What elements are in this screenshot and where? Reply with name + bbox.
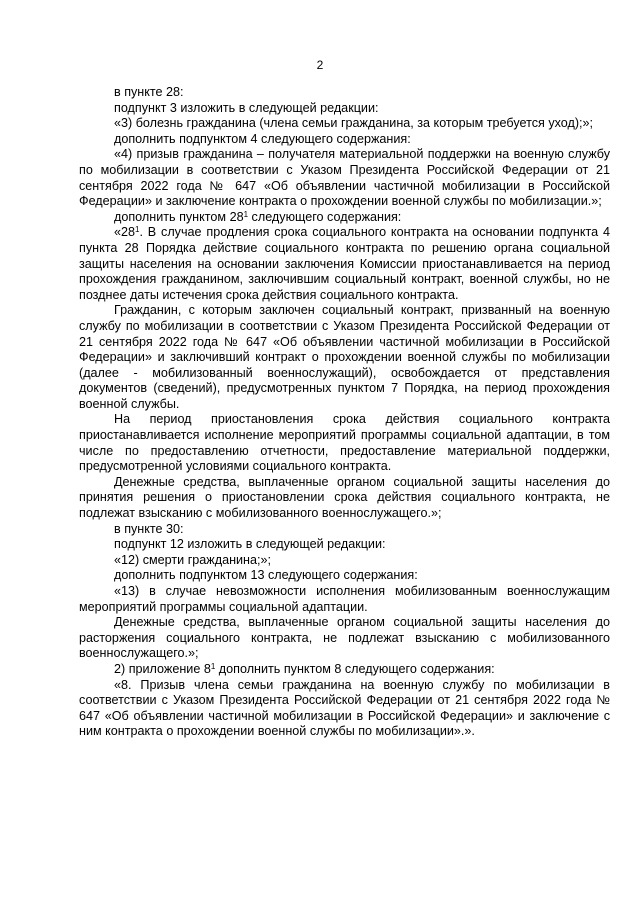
paragraph: «4) призыв гражданина – получателя материальной поддержки на военную службу по мобилизации в соответствии с Указом Президента Российской Федерации от 21 сентября 2022 года № 647 «Об объявлении частичной мобилизации в Российской Федерации» и заключение контракта о прохождении военной службы по мобилизации.»; <box>79 147 610 209</box>
paragraph: «3) болезнь гражданина (члена семьи гражданина, за которым требуется уход);»; <box>114 116 594 131</box>
paragraph: дополнить подпунктом 13 следующего содержания: <box>114 568 418 583</box>
paragraph: дополнить пунктом $28^1$ следующего содержания: <box>114 209 402 224</box>
paragraph: Денежные средства, выплаченные органом социальной защиты населения до расторжения социального контракта, не подлежат взысканию с мобилизованного военнослужащего.»; <box>79 615 610 661</box>
paragraph: «12) смерти гражданина;»; <box>114 552 272 567</box>
paragraph: 2) приложение $8^1$ дополнить пунктом 8 следующего содержания: <box>114 661 495 676</box>
paragraph: подпункт 12 изложить в следующей редакции: <box>114 537 386 552</box>
document-body <box>79 85 610 740</box>
paragraph: в пункте 30: <box>114 521 184 536</box>
superscript: 1 <box>210 661 216 671</box>
paragraph: Гражданин, с которым заключен социальный контракт, призванный на военную службу по мобилизации в соответствии с Указом Президента Российской Федерации от 21 сентября 2022 года № 647 «Об объявлении частичной мобилизации в Российской Федерации» и заключивший контракт о прохождении военной службы по мобилизации (далее - мобилизованный военнослужащий), освобождается от представления документов (сведений), предусмотренных пунктом 7 Порядка, на период прохождения военной службы. <box>79 303 610 411</box>
paragraph: в пункте 28: <box>114 85 184 99</box>
paragraph: На период приостановления срока действия социального контракта приостанавливается исполнение мероприятий программы социальной адаптации, в том числе по предоставлению отчетности, предоставление материальной поддержки, предусмотренной условиями социального контракта. <box>79 412 610 474</box>
paragraph: Денежные средства, выплаченные органом социальной защиты населения до принятия решения о приостановлении срока действия социального контракта, не подлежат взысканию с мобилизованного военнослужащего.»; <box>79 474 610 521</box>
paragraph: «13) в случае невозможности исполнения мобилизованным военнослужащим мероприятий программы социальной адаптации. <box>79 584 610 614</box>
paragraph: подпункт 3 изложить в следующей редакции: <box>114 100 379 115</box>
paragraph: дополнить подпунктом 4 следующего содержания: <box>114 131 411 146</box>
superscript: 1 <box>243 209 249 219</box>
superscript: 1 <box>135 225 140 235</box>
page-number: 2 <box>316 58 324 72</box>
paragraph: «8. Призыв члена семьи гражданина на военную службу по мобилизации в соответствии с Указом Президента Российской Федерации от 21 сентября 2022 года № 647 «Об объявлении частичной мобилизации в Российской Федерации» и заключение с ним контракта о прохождении военной службы по мобилизации».». <box>79 677 610 739</box>
paragraph: «$28^1$. В случае продления срока социального контракта на основании подпункта 4 пункта 28 Порядка действие социального контракта по решению органа социальной защиты населения на основании заключения Комиссии приостанавливается на период прохождения гражданином, заключившим социальный контракт, военной службы, но не позднее даты истечения срока действия социального контракта. <box>79 225 610 302</box>
